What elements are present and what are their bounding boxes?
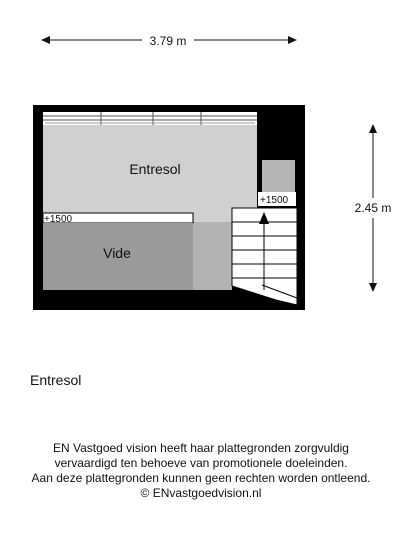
height-arrow-up-icon — [369, 124, 377, 133]
stair-level-label: +1500 — [260, 195, 289, 206]
width-dimension-label: 3.79 m — [149, 34, 187, 48]
disclaimer-line: EN Vastgoed vision heeft haar plattegronden zorgvuldig — [53, 441, 349, 455]
copyright-line: © ENvastgoedvision.nl — [140, 486, 262, 500]
entresol-floor-lower — [193, 222, 232, 290]
disclaimer-line: Aan deze plattegronden kunnen geen rechten worden ontleend. — [31, 471, 371, 485]
vide-level-label: +1500 — [44, 214, 73, 225]
disclaimer — [0, 441, 402, 501]
width-arrow-left-icon — [41, 36, 50, 44]
height-arrow-down-icon — [369, 283, 377, 292]
height-dimension — [355, 124, 392, 292]
floor-caption: Entresol — [30, 372, 82, 388]
width-dimension — [41, 34, 297, 48]
corner-space — [262, 160, 295, 192]
room-label-vide: Vide — [103, 245, 131, 261]
top-window — [43, 112, 257, 125]
disclaimer-line: vervaardigd ten behoeve van promotionele doeleinden. — [54, 456, 348, 470]
room-label-entresol: Entresol — [129, 161, 181, 177]
width-arrow-right-icon — [288, 36, 297, 44]
height-dimension-label: 2.45 m — [354, 201, 392, 215]
